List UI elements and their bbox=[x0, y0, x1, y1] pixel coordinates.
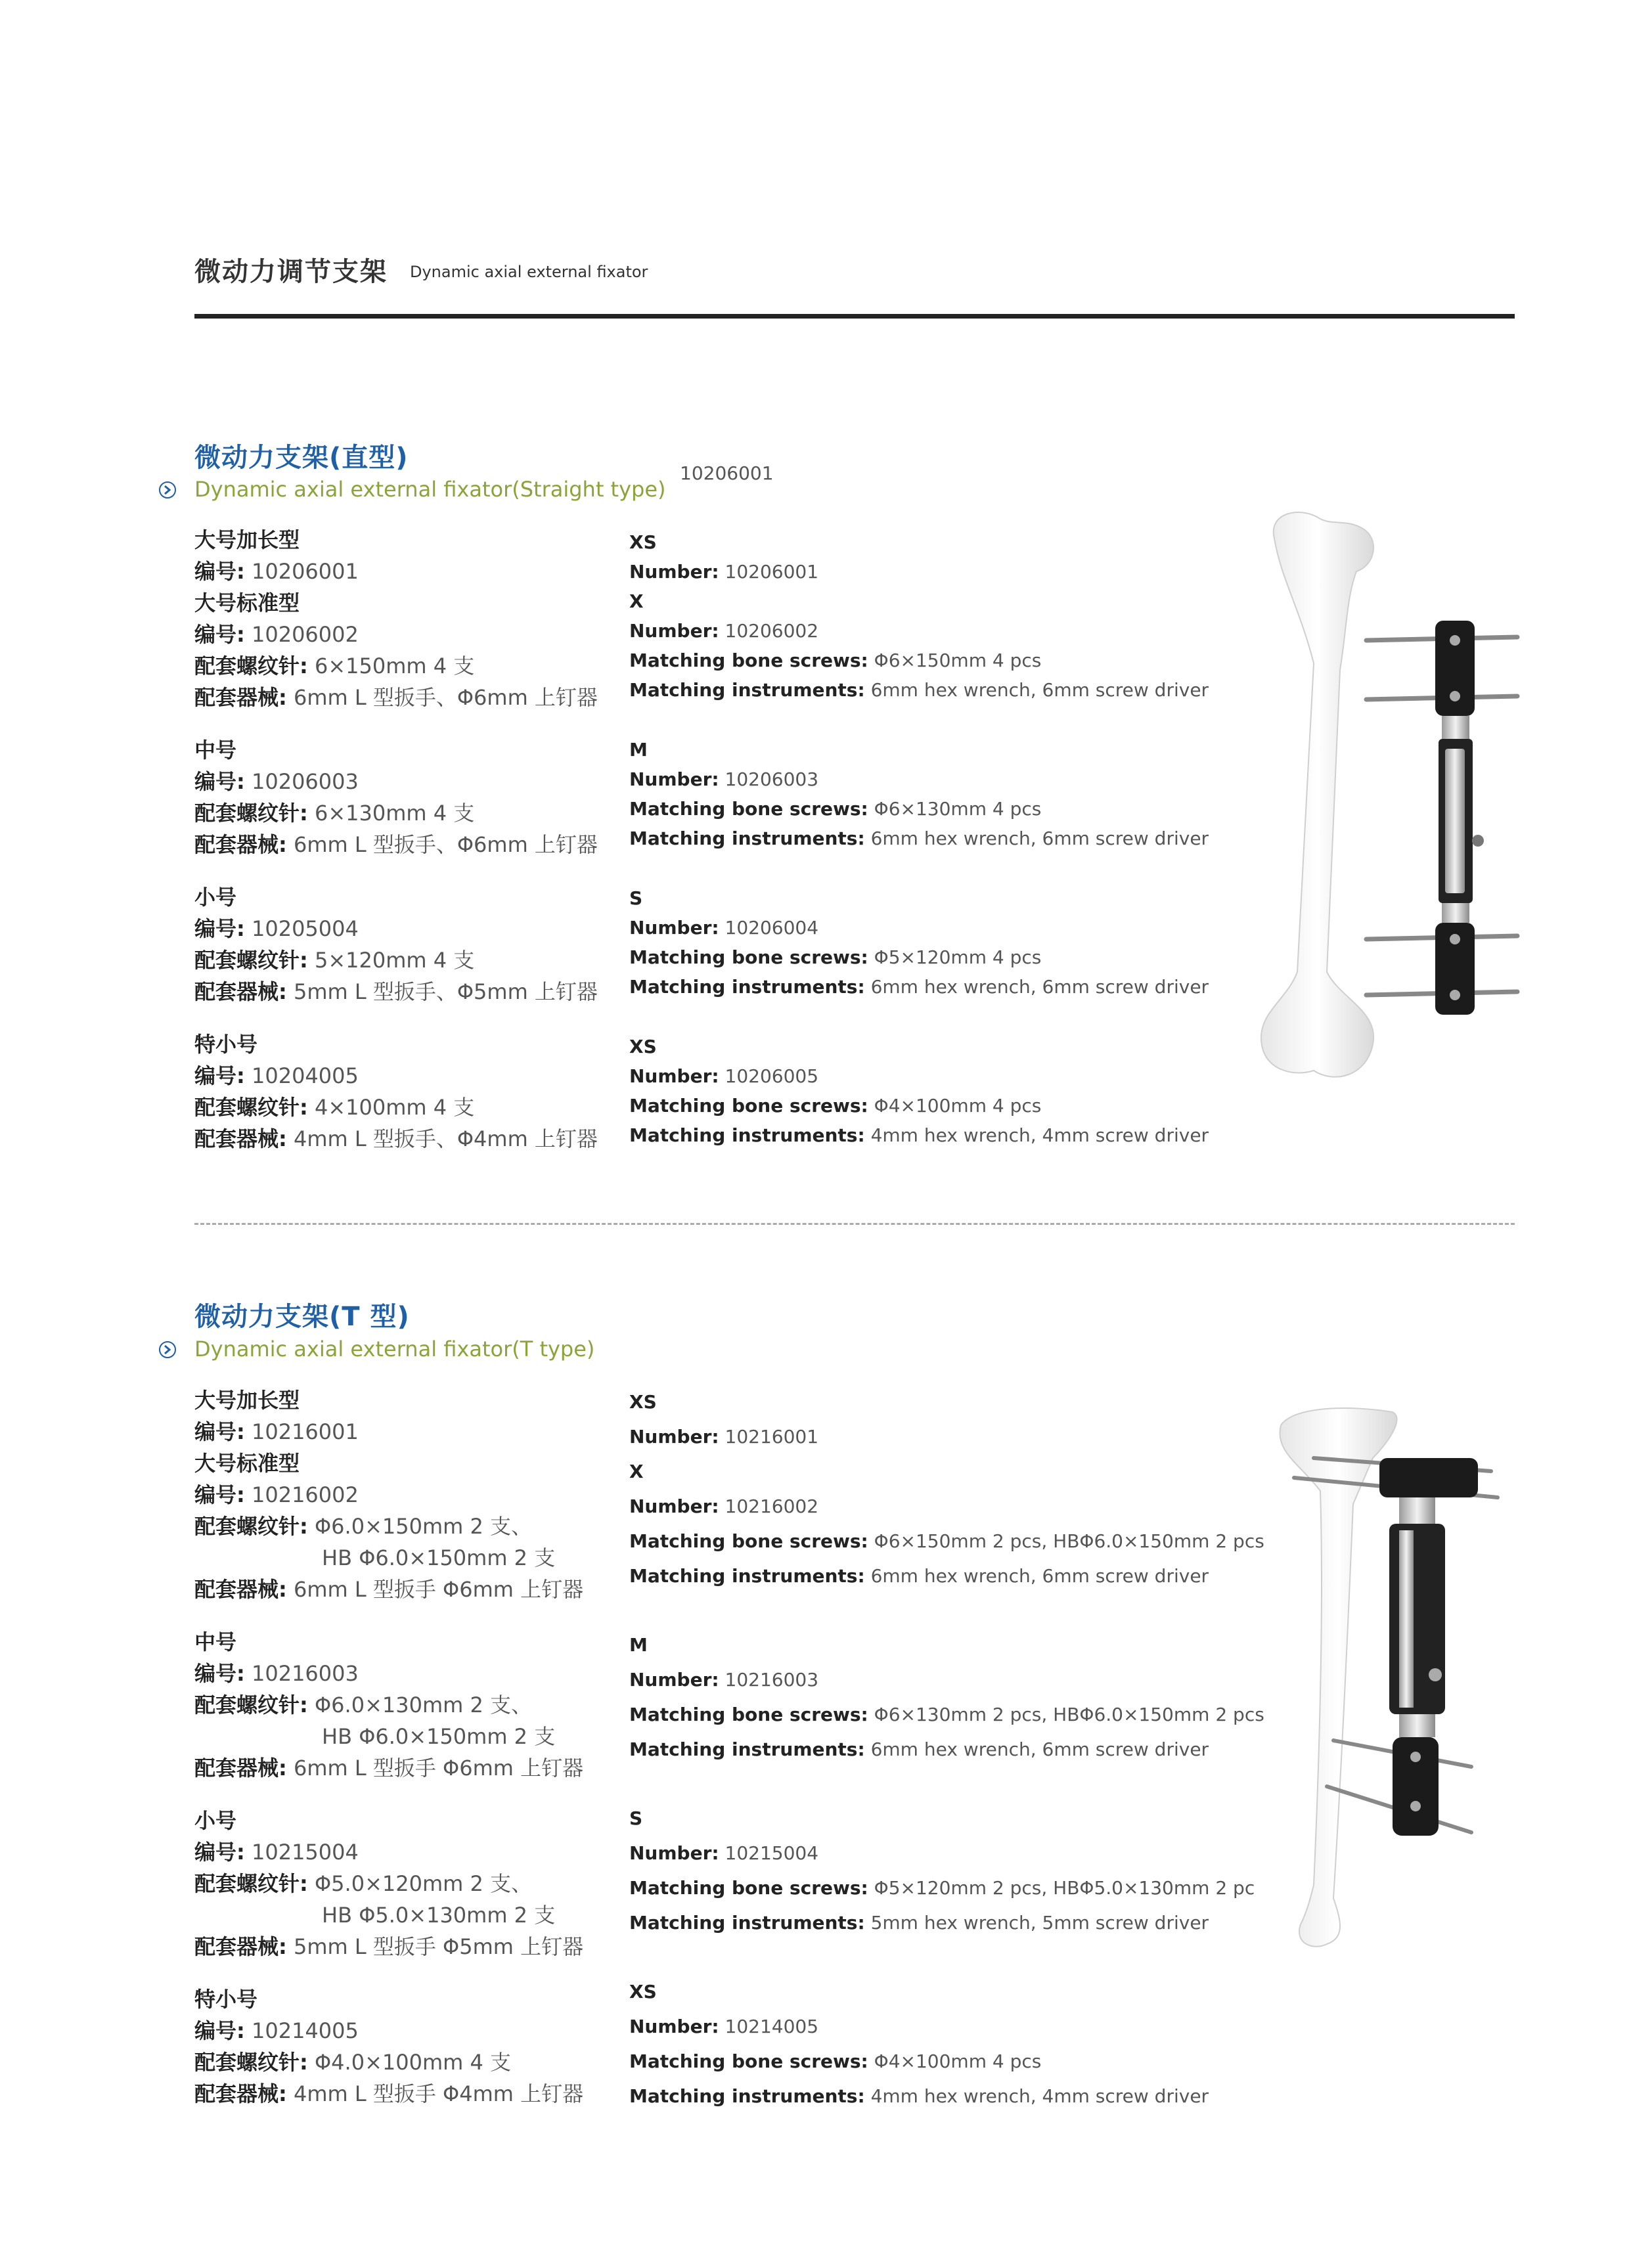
spec-line bbox=[194, 1576, 583, 1603]
spec-line bbox=[629, 1910, 1209, 1936]
spec-line bbox=[629, 1494, 818, 1520]
spec-line bbox=[194, 800, 474, 826]
spec-value: 10206001 bbox=[251, 559, 359, 584]
spec-value: 10215004 bbox=[725, 1842, 819, 1864]
spec-label: Matching bone screws: bbox=[629, 1704, 868, 1725]
spec-label: 配套螺纹针: bbox=[194, 1095, 308, 1120]
spec-value: 6×130mm 4 支 bbox=[314, 801, 475, 826]
size-label: 中号 bbox=[194, 738, 237, 763]
spec-line bbox=[629, 2048, 1041, 2075]
spec-value: 5mm hex wrench, 5mm screw driver bbox=[870, 1912, 1209, 1934]
bullet-arrow-icon bbox=[158, 1340, 177, 1360]
spec-value: Φ6×150mm 2 pcs, HBΦ6.0×150mm 2 pcs bbox=[874, 1530, 1264, 1552]
spec-label: Number: bbox=[629, 1669, 719, 1691]
spec-line bbox=[194, 1419, 359, 1445]
spec-value: 10215004 bbox=[251, 1840, 359, 1865]
spec-value: 4mm hex wrench, 4mm screw driver bbox=[870, 1124, 1209, 1146]
tibia-t-fixator-image bbox=[1274, 1399, 1511, 1957]
spec-line bbox=[194, 558, 359, 585]
spec-value: 10204005 bbox=[251, 1063, 359, 1088]
spec-label: Matching instruments: bbox=[629, 1124, 865, 1146]
spec-label: Number: bbox=[629, 768, 719, 790]
spec-line bbox=[629, 677, 1209, 703]
spec-value: 6×150mm 4 支 bbox=[314, 653, 475, 678]
spec-value: 6mm L 型扳手、Φ6mm 上钉器 bbox=[293, 832, 598, 857]
spec-value: Φ6.0×130mm 2 支、 bbox=[314, 1693, 533, 1717]
spec-value: 6mm L 型扳手、Φ6mm 上钉器 bbox=[293, 685, 598, 710]
spec-line bbox=[629, 648, 1041, 674]
size-code: S bbox=[629, 887, 643, 909]
spec-label: 编号: bbox=[194, 1419, 245, 1444]
spec-line bbox=[194, 1902, 555, 1928]
spec-line bbox=[629, 1093, 1041, 1119]
spec-line bbox=[629, 1737, 1209, 1763]
spec-line bbox=[629, 2083, 1209, 2110]
spec-label: Number: bbox=[629, 1842, 719, 1864]
spec-value: 10216003 bbox=[251, 1661, 359, 1686]
size-label: 大号标准型 bbox=[194, 1451, 300, 1476]
size-label: 大号加长型 bbox=[194, 527, 300, 552]
spec-line bbox=[629, 1122, 1209, 1149]
spec-label: Number: bbox=[629, 1065, 719, 1087]
spec-line bbox=[194, 1839, 359, 1865]
spec-label: 配套器械: bbox=[194, 1934, 287, 1959]
spec-value: 4mm hex wrench, 4mm screw driver bbox=[870, 2085, 1209, 2107]
spec-value: 5mm L 型扳手 Φ5mm 上钉器 bbox=[293, 1934, 584, 1959]
spec-line bbox=[194, 2081, 583, 2107]
spec-value: 5×120mm 4 支 bbox=[314, 948, 475, 973]
bullet-arrow-icon bbox=[158, 480, 177, 500]
size-code: X bbox=[629, 1461, 644, 1482]
size-label: 小号 bbox=[194, 885, 237, 910]
size-label: 特小号 bbox=[194, 1987, 258, 2012]
spec-value: HB Φ5.0×130mm 2 支 bbox=[322, 1903, 556, 1928]
spec-value: 5mm L 型扳手、Φ5mm 上钉器 bbox=[293, 979, 598, 1004]
spec-label: Matching bone screws: bbox=[629, 1877, 868, 1899]
size-label: 小号 bbox=[194, 1808, 237, 1833]
spec-line bbox=[194, 2049, 511, 2075]
femur-straight-fixator-image bbox=[1248, 499, 1524, 1130]
spec-label: Number: bbox=[629, 1426, 719, 1448]
spec-line bbox=[629, 559, 818, 585]
spec-label: 配套器械: bbox=[194, 1756, 287, 1781]
spec-value: 6mm hex wrench, 6mm screw driver bbox=[870, 828, 1209, 849]
spec-value: Φ4×100mm 4 pcs bbox=[874, 1095, 1042, 1117]
spec-value: Φ4×100mm 4 pcs bbox=[874, 2050, 1042, 2072]
spec-line bbox=[194, 768, 359, 795]
spec-value: 6mm hex wrench, 6mm screw driver bbox=[870, 1738, 1209, 1760]
spec-label: 配套器械: bbox=[194, 1126, 287, 1151]
spec-line bbox=[194, 1513, 532, 1539]
spec-line bbox=[629, 1667, 818, 1693]
spec-line bbox=[194, 1723, 555, 1750]
spec-value: 4mm L 型扳手 Φ4mm 上钉器 bbox=[293, 2081, 584, 2106]
size-code: M bbox=[629, 739, 648, 761]
spec-label: 配套螺纹针: bbox=[194, 1693, 308, 1717]
spec-line bbox=[194, 1126, 598, 1152]
spec-label: 配套螺纹针: bbox=[194, 948, 308, 973]
spec-value: 6mm L 型扳手 Φ6mm 上钉器 bbox=[293, 1756, 584, 1781]
spec-label: Matching instruments: bbox=[629, 679, 865, 701]
spec-value: 6mm hex wrench, 6mm screw driver bbox=[870, 976, 1209, 998]
size-code: XS bbox=[629, 1036, 657, 1057]
spec-value: 6mm hex wrench, 6mm screw driver bbox=[870, 679, 1209, 701]
spec-label: 编号: bbox=[194, 2018, 245, 2043]
spec-line bbox=[194, 916, 359, 942]
spec-line bbox=[629, 1424, 818, 1450]
size-label: 大号标准型 bbox=[194, 590, 300, 615]
spec-value: Φ5×120mm 4 pcs bbox=[874, 946, 1042, 968]
spec-line bbox=[629, 915, 818, 941]
spec-label: Matching bone screws: bbox=[629, 2050, 868, 2072]
page-title-cn: 微动力调节支架 bbox=[194, 257, 388, 287]
spec-value: 10206001 bbox=[725, 561, 819, 583]
spec-line bbox=[194, 979, 598, 1005]
spec-label: 配套器械: bbox=[194, 2081, 287, 2106]
spec-label: 编号: bbox=[194, 622, 245, 647]
spec-value: 6mm L 型扳手 Φ6mm 上钉器 bbox=[293, 1577, 584, 1602]
spec-label: Matching instruments: bbox=[629, 828, 865, 849]
spec-label: Matching bone screws: bbox=[629, 650, 868, 671]
spec-line bbox=[629, 2014, 818, 2040]
size-code: S bbox=[629, 1807, 643, 1829]
spec-line bbox=[629, 766, 818, 793]
spec-value: 6mm hex wrench, 6mm screw driver bbox=[870, 1565, 1209, 1587]
spec-label: 编号: bbox=[194, 1482, 245, 1507]
size-label: 特小号 bbox=[194, 1032, 258, 1057]
spec-value: 10206002 bbox=[725, 620, 819, 642]
spec-line bbox=[194, 1692, 532, 1718]
spec-value: 10206004 bbox=[725, 917, 819, 939]
spec-line bbox=[629, 1528, 1264, 1555]
size-code: XS bbox=[629, 531, 657, 553]
spec-value: 10205004 bbox=[251, 916, 359, 941]
spec-label: 配套器械: bbox=[194, 1577, 287, 1602]
spec-label: 编号: bbox=[194, 1661, 245, 1686]
section-2-title-en: Dynamic axial external fixator(T type) bbox=[194, 1337, 595, 1361]
spec-value: 10206005 bbox=[725, 1065, 819, 1087]
spec-value: 4×100mm 4 支 bbox=[314, 1095, 475, 1120]
spec-label: Matching instruments: bbox=[629, 1912, 865, 1934]
spec-label: Matching instruments: bbox=[629, 2085, 865, 2107]
spec-label: 配套器械: bbox=[194, 832, 287, 857]
spec-label: 配套器械: bbox=[194, 979, 287, 1004]
spec-line bbox=[629, 1875, 1255, 1901]
spec-label: Matching instruments: bbox=[629, 1738, 865, 1760]
spec-label: 配套螺纹针: bbox=[194, 1514, 308, 1539]
spec-line bbox=[194, 2018, 359, 2044]
spec-value: 10216002 bbox=[725, 1495, 819, 1517]
spec-value: 4mm L 型扳手、Φ4mm 上钉器 bbox=[293, 1126, 598, 1151]
spec-value: Φ5.0×120mm 2 支、 bbox=[314, 1871, 533, 1896]
spec-line bbox=[194, 1871, 532, 1897]
spec-value: Φ6×130mm 2 pcs, HBΦ6.0×150mm 2 pcs bbox=[874, 1704, 1264, 1725]
spec-value: 10216001 bbox=[725, 1426, 819, 1448]
spec-value: 10206003 bbox=[251, 769, 359, 794]
spec-value: HB Φ6.0×150mm 2 支 bbox=[322, 1724, 556, 1749]
section-1-title-en: Dynamic axial external fixator(Straight type) bbox=[194, 477, 666, 502]
spec-value: Φ5×120mm 2 pcs, HBΦ5.0×130mm 2 pc bbox=[874, 1877, 1255, 1899]
size-code: XS bbox=[629, 1391, 657, 1413]
header-rule bbox=[194, 314, 1515, 319]
spec-line bbox=[194, 684, 598, 711]
spec-label: 配套螺纹针: bbox=[194, 1871, 308, 1896]
spec-label: Number: bbox=[629, 917, 719, 939]
spec-value: 10216001 bbox=[251, 1419, 359, 1444]
spec-label: Matching instruments: bbox=[629, 1565, 865, 1587]
section-2-title-cn: 微动力支架(T 型) bbox=[194, 1302, 410, 1332]
spec-label: Matching instruments: bbox=[629, 976, 865, 998]
spec-label: Number: bbox=[629, 1495, 719, 1517]
spec-line bbox=[629, 1840, 818, 1867]
spec-line bbox=[629, 974, 1209, 1000]
spec-line bbox=[629, 618, 818, 644]
spec-value: 10206003 bbox=[725, 768, 819, 790]
spec-label: 编号: bbox=[194, 1840, 245, 1865]
spec-value: 10214005 bbox=[725, 2016, 819, 2037]
spec-line bbox=[194, 1094, 474, 1120]
spec-label: 编号: bbox=[194, 769, 245, 794]
spec-line bbox=[194, 653, 474, 679]
spec-label: 编号: bbox=[194, 559, 245, 584]
spec-label: Matching bone screws: bbox=[629, 946, 868, 968]
spec-value: Φ6.0×150mm 2 支、 bbox=[314, 1514, 533, 1539]
spec-line bbox=[629, 1063, 818, 1090]
spec-label: 配套螺纹针: bbox=[194, 653, 308, 678]
spec-value: Φ6×150mm 4 pcs bbox=[874, 650, 1042, 671]
spec-value: Φ6×130mm 4 pcs bbox=[874, 798, 1042, 820]
size-code: X bbox=[629, 590, 644, 612]
spec-line bbox=[194, 1482, 359, 1508]
size-label: 大号加长型 bbox=[194, 1388, 300, 1413]
spec-line bbox=[629, 796, 1041, 822]
spec-value: Φ4.0×100mm 4 支 bbox=[314, 2050, 512, 2075]
spec-label: Number: bbox=[629, 2016, 719, 2037]
spec-label: Matching bone screws: bbox=[629, 798, 868, 820]
spec-line bbox=[629, 944, 1041, 971]
spec-value: HB Φ6.0×150mm 2 支 bbox=[322, 1545, 556, 1570]
spec-label: Number: bbox=[629, 561, 719, 583]
spec-label: 配套器械: bbox=[194, 685, 287, 710]
spec-line bbox=[194, 621, 359, 648]
spec-line bbox=[194, 1545, 555, 1571]
spec-line bbox=[194, 831, 598, 858]
spec-line bbox=[629, 1563, 1209, 1589]
spec-label: Matching bone screws: bbox=[629, 1095, 868, 1117]
size-code: M bbox=[629, 1634, 648, 1656]
section-1-title-cn: 微动力支架(直型) bbox=[194, 443, 409, 473]
spec-line bbox=[194, 1660, 359, 1687]
size-label: 中号 bbox=[194, 1629, 237, 1654]
spec-line bbox=[629, 1702, 1264, 1728]
spec-value: 10214005 bbox=[251, 2018, 359, 2043]
spec-label: 配套螺纹针: bbox=[194, 2050, 308, 2075]
spec-label: 编号: bbox=[194, 1063, 245, 1088]
spec-value: 10216002 bbox=[251, 1482, 359, 1507]
spec-value: 10216003 bbox=[725, 1669, 819, 1691]
spec-label: Number: bbox=[629, 620, 719, 642]
spec-label: Matching bone screws: bbox=[629, 1530, 868, 1552]
size-code: XS bbox=[629, 1981, 657, 2003]
spec-label: 编号: bbox=[194, 916, 245, 941]
floating-product-code: 10206001 bbox=[680, 462, 774, 484]
spec-line bbox=[194, 1934, 583, 1960]
spec-label: 配套螺纹针: bbox=[194, 801, 308, 826]
spec-line bbox=[194, 1063, 359, 1089]
spec-line bbox=[194, 1755, 583, 1781]
spec-line bbox=[194, 947, 474, 973]
section-divider bbox=[194, 1223, 1515, 1225]
spec-value: 10206002 bbox=[251, 622, 359, 647]
spec-line bbox=[629, 826, 1209, 852]
page-title-en: Dynamic axial external fixator bbox=[410, 263, 648, 281]
